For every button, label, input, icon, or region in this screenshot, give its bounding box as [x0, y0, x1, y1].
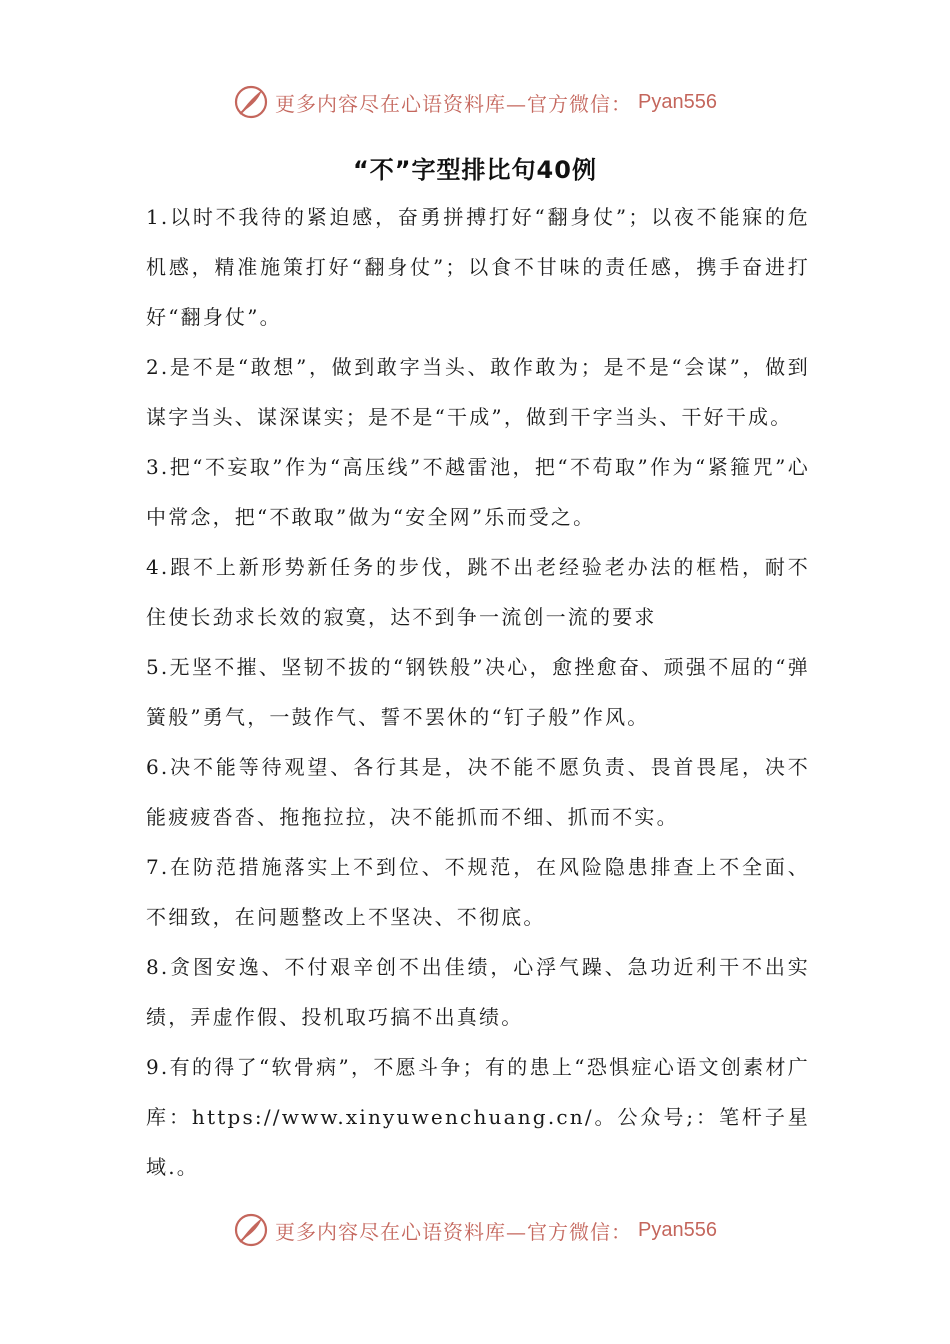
list-item: 2.是不是“敢想”，做到敢字当头、敢作敢为；是不是“会谋”，做到谋字当头、谋深谋实；是不是“干成”，做到干字当头、干好干成。 — [146, 355, 810, 429]
list-item: 3.把“不妄取”作为“高压线”不越雷池，把“不苟取”作为“紧箍咒”心中常念，把“不敢取”做为“安全网”乐而受之。 — [146, 455, 810, 529]
list-item: 1.以时不我待的紧迫感，奋勇拼搏打好“翻身仗”；以夜不能寐的危机感，精准施策打好“翻身仗”；以食不甘味的责任感，携手奋进打好“翻身仗”。 — [146, 205, 810, 329]
quill-logo-icon — [233, 84, 269, 120]
list-item: 9.有的得了“软骨病”，不愿斗争；有的患上“恐惧症心语文创素材广库：https://www.xinyuwenchuang.cn/。公众号;：笔杆子星域.。 — [146, 1055, 810, 1179]
watermark-wechat-id: Pyan556 — [638, 90, 717, 113]
quill-logo-icon — [233, 1212, 269, 1248]
list-item: 4.跟不上新形势新任务的步伐，跳不出老经验老办法的框梏，耐不住使长劲求长效的寂寞，达不到争一流创一流的要求 — [146, 555, 810, 629]
document-body — [146, 192, 810, 1192]
watermark-text: 更多内容尽在心语资料库—官方微信： — [275, 91, 633, 116]
list-item: 8.贪图安逸、不付艰辛创不出佳绩，心浮气躁、急功近利干不出实绩，弄虚作假、投机取巧搞不出真绩。 — [146, 955, 810, 1029]
list-item: 7.在防范措施落实上不到位、不规范，在风险隐患排查上不全面、不细致，在问题整改上不坚决、不彻底。 — [146, 855, 810, 929]
list-item: 5.无坚不摧、坚韧不拔的“钢铁般”决心，愈挫愈奋、顽强不屈的“弹簧般”勇气，一鼓作气、誓不罢休的“钉子般”作风。 — [146, 655, 810, 729]
document-title: “不”字型排比句40例 — [353, 156, 597, 184]
watermark-wechat-id: Pyan556 — [638, 1218, 717, 1241]
header-watermark — [0, 82, 950, 122]
footer-watermark — [0, 1210, 950, 1250]
list-item: 6.决不能等待观望、各行其是，决不能不愿负责、畏首畏尾，决不能疲疲沓沓、拖拖拉拉，决不能抓而不细、抓而不实。 — [146, 755, 810, 829]
watermark-text: 更多内容尽在心语资料库—官方微信： — [275, 1219, 633, 1244]
